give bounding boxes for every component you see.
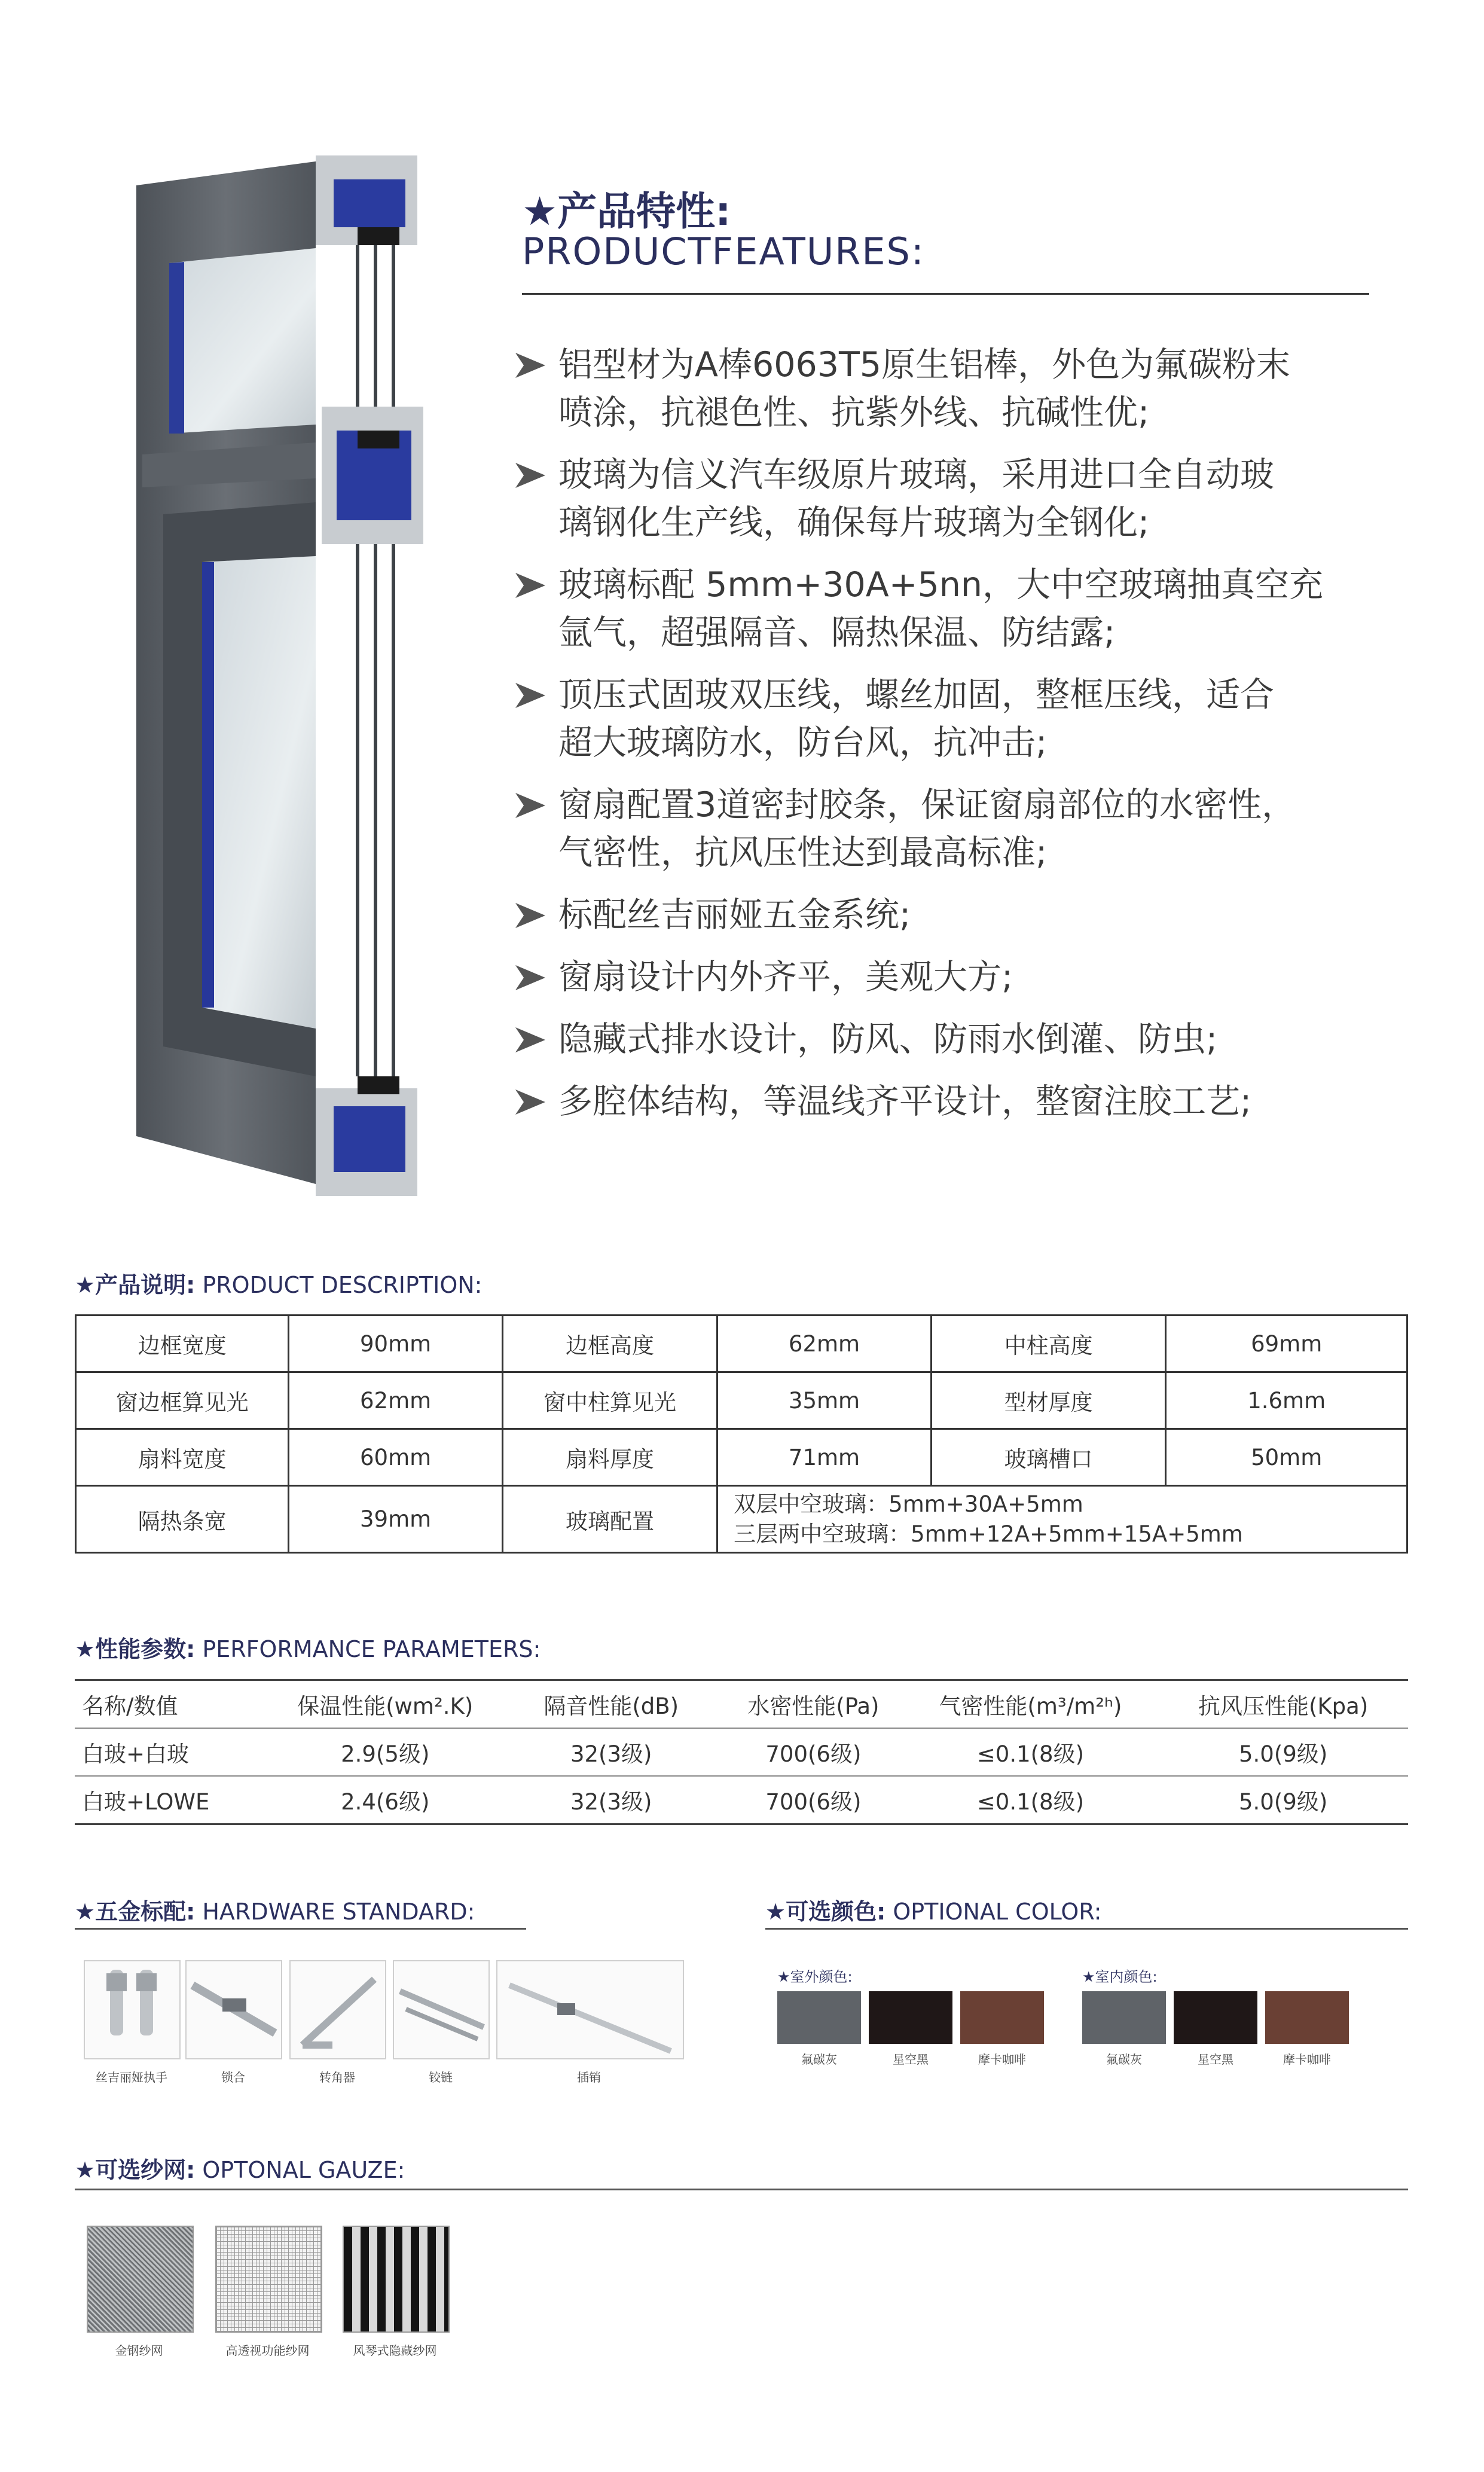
- table-row: 隔热条宽 39mm 玻璃配置 双层中空玻璃：5mm+30A+5mm 三层两中空玻璃：5mm+12A+5mm+15A+5mm: [76, 1486, 1407, 1553]
- feature-item: 窗扇设计内外齐平，美观大方;: [515, 953, 1370, 1001]
- indoor-color-label: ★室内颜色:: [1082, 1969, 1158, 1985]
- feature-item: 玻璃标配 5mm+30A+5nn，大中空玻璃抽真空充 氩气，超强隔音、隔热保温、防结露;: [515, 561, 1370, 657]
- arrow-bullet-icon: [515, 781, 558, 820]
- arrow-bullet-icon: [515, 561, 558, 600]
- features-list: [515, 341, 1370, 1140]
- outdoor-color-label: ★室外颜色:: [777, 1969, 853, 1985]
- arrow-bullet-icon: [515, 891, 558, 930]
- performance-table: [75, 1679, 1408, 1825]
- arrow-bullet-icon: [515, 1015, 558, 1055]
- table-row: 白玻+白玻 2.9(5级) 32(3级) 700(6级) ≤0.1(8级) 5.0(9级): [82, 1741, 1328, 1767]
- swatch-indoor-grey[interactable]: [1082, 1991, 1166, 2044]
- feature-item: 多腔体结构，等温线齐平设计，整窗注胶工艺;: [515, 1078, 1370, 1125]
- window-profile-image: [136, 144, 459, 1202]
- hardware-latch-image: [496, 1960, 684, 2059]
- table-row: 白玻+LOWE 2.4(6级) 32(3级) 700(6级) ≤0.1(8级) 5.0(9级): [82, 1789, 1328, 1815]
- feature-item: 标配丝吉丽娅五金系统;: [515, 891, 1370, 939]
- color-title: ★可选颜色: OPTIONAL COLOR:: [765, 1899, 1102, 1925]
- arrow-bullet-icon: [515, 671, 558, 710]
- glass-config-cell: 双层中空玻璃：5mm+30A+5mm 三层两中空玻璃：5mm+12A+5mm+15A+5mm: [717, 1486, 1407, 1553]
- arrow-bullet-icon: [515, 953, 558, 993]
- hardware-corner-image: [289, 1960, 386, 2059]
- arrow-bullet-icon: [515, 1078, 558, 1117]
- feature-item: 隐藏式排水设计，防风、防雨水倒灌、防虫;: [515, 1015, 1370, 1063]
- swatch-outdoor-grey[interactable]: [777, 1991, 861, 2044]
- hardware-hinge-image: [393, 1960, 490, 2059]
- feature-item: 窗扇配置3道密封胶条，保证窗扇部位的水密性， 气密性，抗风压性达到最高标准;: [515, 781, 1370, 877]
- swatch-indoor-black[interactable]: [1174, 1991, 1257, 2044]
- hardware-handle-image: [84, 1960, 181, 2059]
- arrow-bullet-icon: [515, 341, 558, 380]
- arrow-bullet-icon: [515, 451, 558, 490]
- performance-title: ★性能参数: PERFORMANCE PARAMETERS:: [75, 1636, 541, 1662]
- feature-item: 顶压式固玻双压线，螺丝加固，整框压线，适合 超大玻璃防水，防台风，抗冲击;: [515, 671, 1370, 767]
- gauze-title: ★可选纱网: OPTONAL GAUZE:: [75, 2157, 405, 2183]
- gauze-steel-image: [87, 2226, 194, 2333]
- swatch-outdoor-mocha[interactable]: [960, 1991, 1044, 2044]
- swatch-indoor-mocha[interactable]: [1265, 1991, 1349, 2044]
- gauze-pleated-image: [343, 2226, 450, 2333]
- description-table: [75, 1314, 1408, 1554]
- table-row: 窗边框算见光 62mm 窗中柱算见光 35mm 型材厚度 1.6mm: [76, 1372, 1407, 1429]
- hardware-title: ★五金标配: HARDWARE STANDARD:: [75, 1899, 475, 1925]
- gauze-transparent-image: [215, 2226, 322, 2333]
- table-header-row: 名称/数值 保温性能(wm².K) 隔音性能(dB) 水密性能(Pa) 气密性能(m³/m²ʰ) 抗风压性能(Kpa): [82, 1693, 1369, 1719]
- swatch-outdoor-black[interactable]: [869, 1991, 952, 2044]
- features-title-cn: ★产品特性:: [522, 188, 731, 234]
- feature-item: 铝型材为A棒6063T5原生铝棒，外色为氟碳粉末 喷涂，抗褪色性、抗紫外线、抗碱性优;: [515, 341, 1370, 437]
- feature-item: 玻璃为信义汽车级原片玻璃，采用进口全自动玻 璃钢化生产线，确保每片玻璃为全钢化;: [515, 451, 1370, 547]
- hardware-lock-image: [185, 1960, 282, 2059]
- table-row: 扇料宽度 60mm 扇料厚度 71mm 玻璃槽口 50mm: [76, 1429, 1407, 1486]
- features-divider: [522, 293, 1369, 295]
- description-title: ★产品说明: PRODUCT DESCRIPTION:: [75, 1272, 483, 1298]
- features-title-en: PRODUCTFEATURES:: [522, 230, 925, 273]
- table-row: 边框宽度 90mm 边框高度 62mm 中柱高度 69mm: [76, 1316, 1407, 1372]
